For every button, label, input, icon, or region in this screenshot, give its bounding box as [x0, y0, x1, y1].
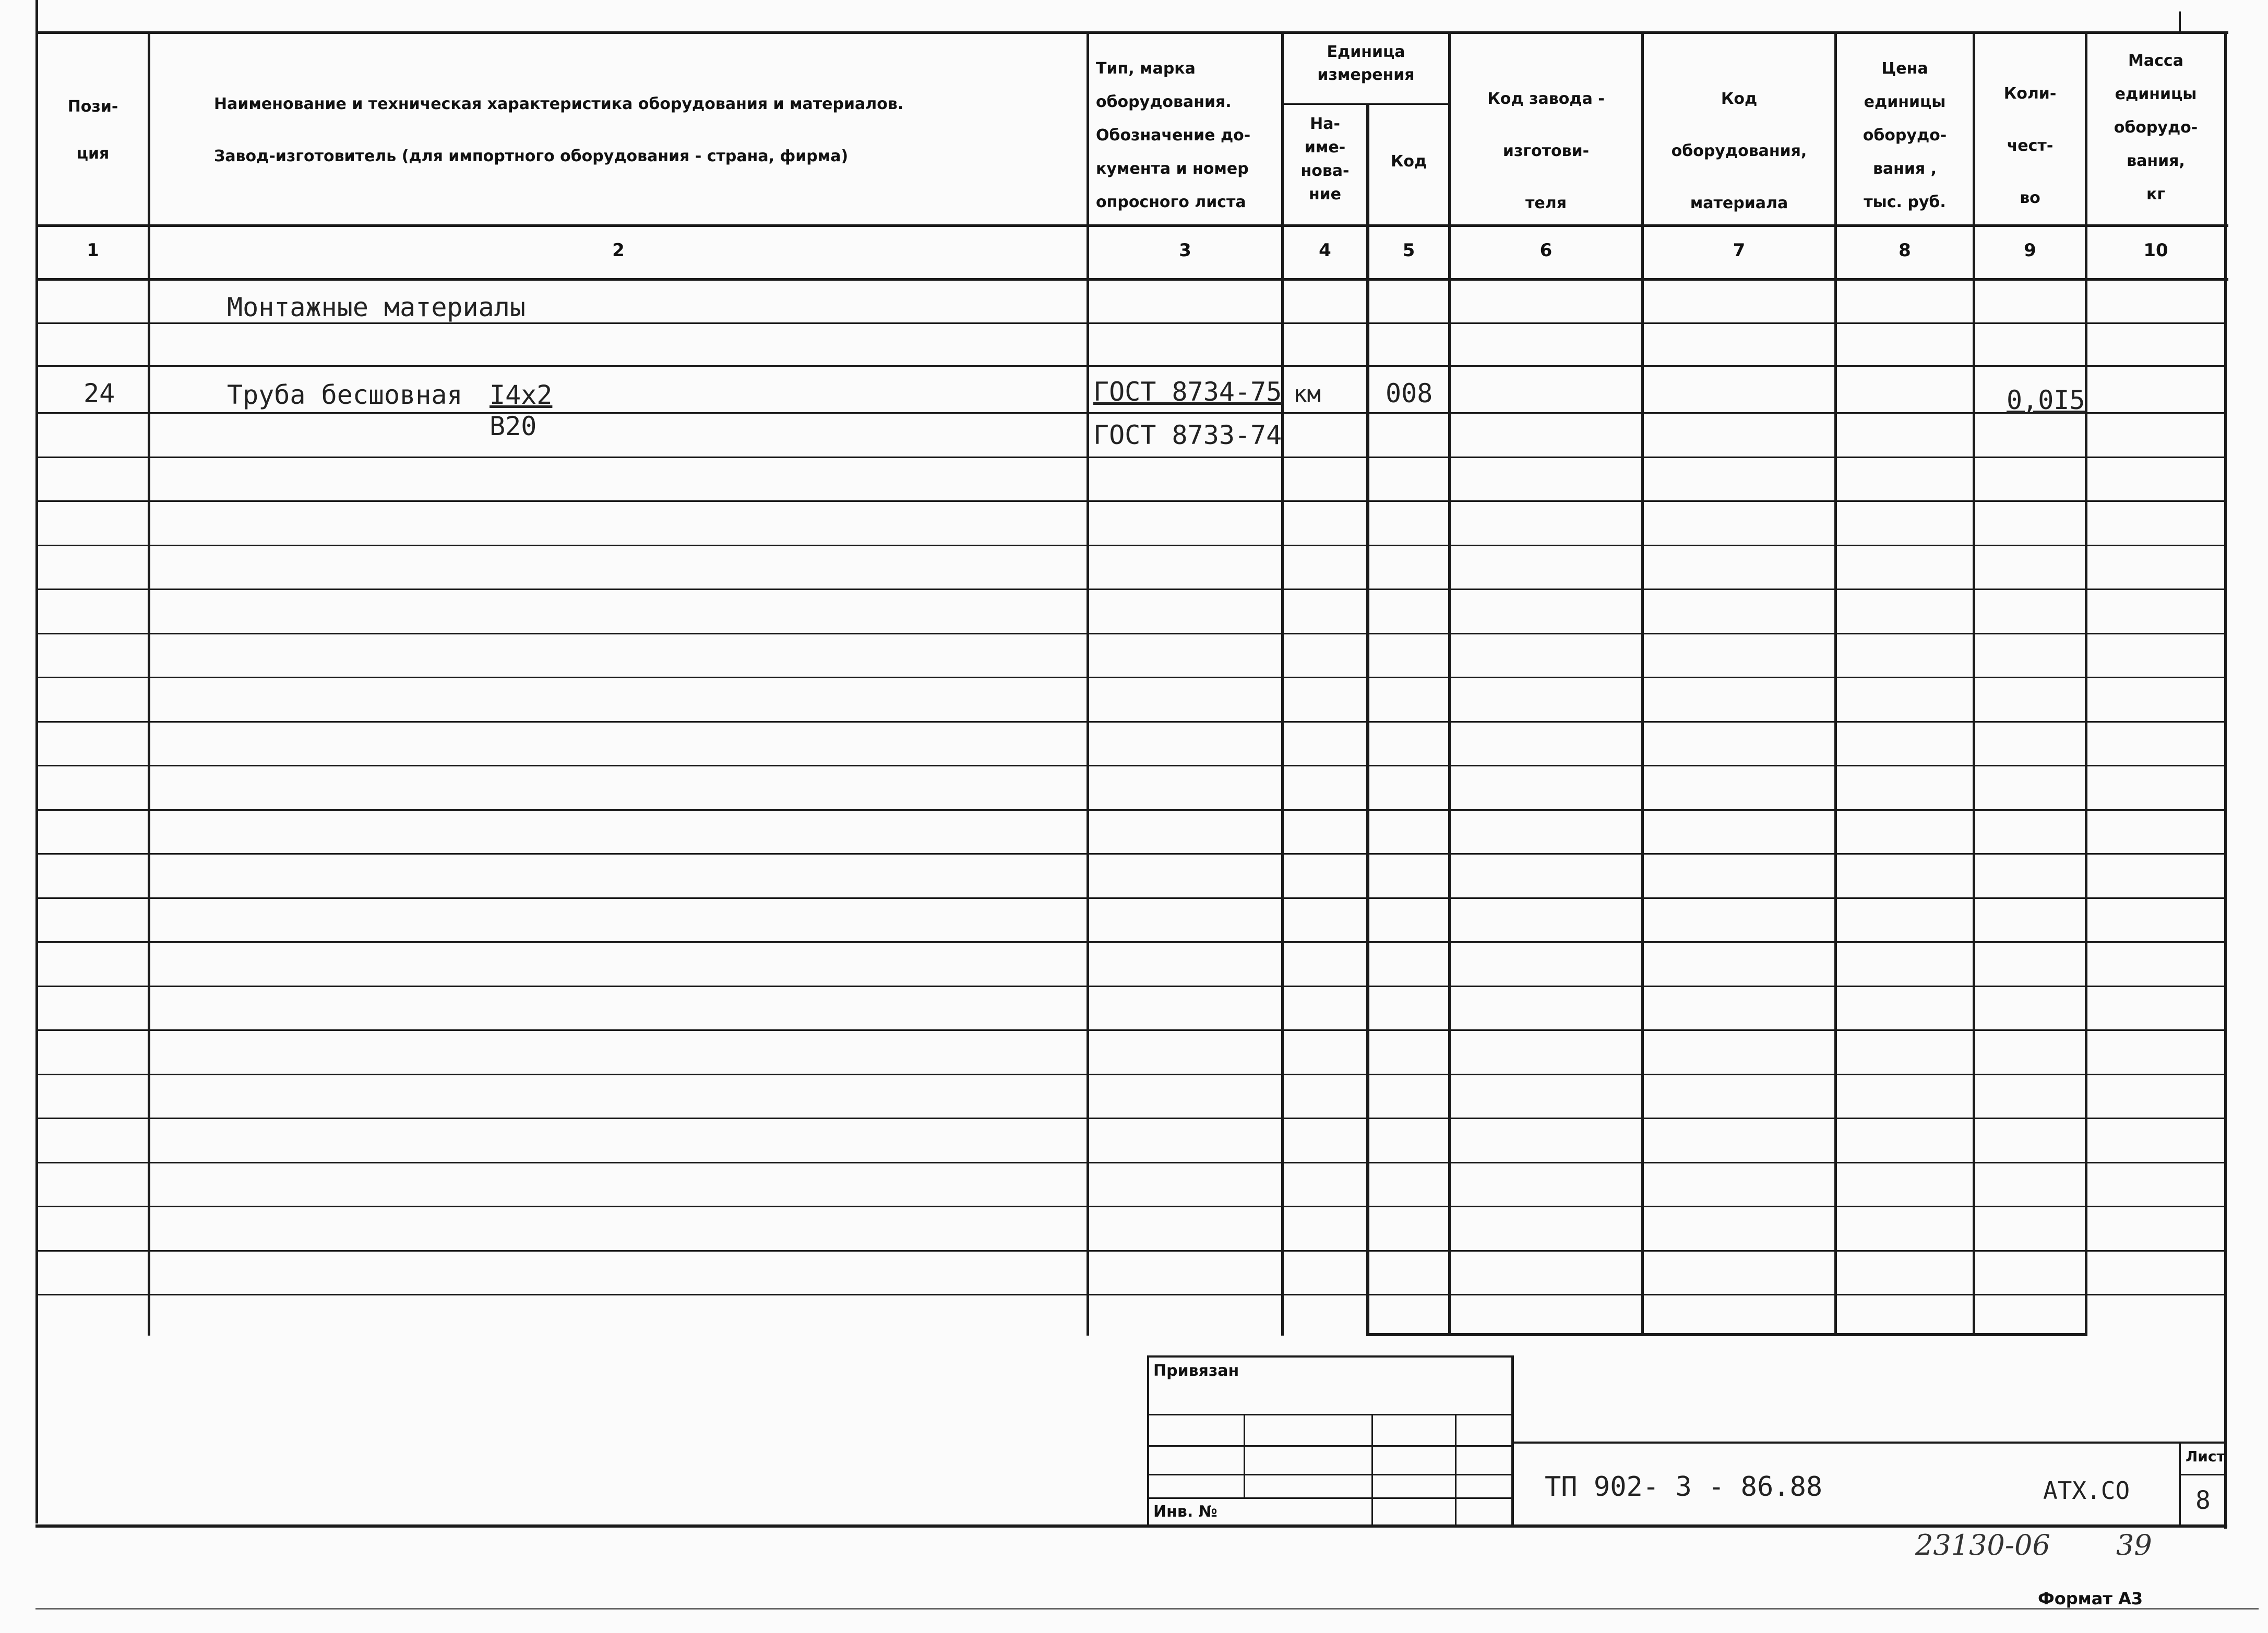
title-block-sub-2	[1371, 1414, 1373, 1526]
item-doc-1: ГОСТ 8734-75	[1093, 377, 1282, 407]
table-row-line	[37, 589, 2226, 590]
item-size: I4x2	[490, 380, 553, 410]
header-mass: Масса единицы оборудо- вания, кг	[2114, 52, 2198, 203]
header-bottom-border	[37, 224, 2228, 227]
column-number-9: 9	[2024, 240, 2036, 261]
header-unit-code: Код	[1390, 152, 1427, 171]
document-bottom-line	[35, 1524, 2227, 1528]
sheet-label: Лист	[2186, 1448, 2225, 1465]
item-quantity: 0,0I5	[2007, 385, 2085, 415]
column-number-10: 10	[2143, 240, 2168, 261]
col-divider-7	[1834, 31, 1837, 1336]
table-row-line	[37, 809, 2226, 811]
item-unit-code: 008	[1386, 378, 1433, 409]
col-divider-1	[148, 31, 150, 1336]
header-unit-name: На- име- нова- ние	[1300, 115, 1350, 203]
archive-number: 23130-06	[1915, 1529, 2050, 1562]
corner-tick	[2179, 11, 2181, 31]
table-row-line	[37, 1206, 2226, 1207]
inv-no-label: Инв. №	[1153, 1503, 1217, 1521]
table-row-line	[37, 941, 2226, 943]
title-block-sub-1	[1244, 1414, 1245, 1497]
header-name: Наименование и техническая характеристика оборудования и материалов. Завод-изготовитель (для импортного оборудования - страна, фирма)	[214, 95, 904, 165]
column-number-3: 3	[1179, 240, 1191, 261]
section-title: Монтажные материалы	[227, 292, 526, 322]
column-number-8: 8	[1899, 240, 1911, 261]
title-block-line-1	[1148, 1414, 1513, 1415]
table-row-line	[37, 500, 2226, 502]
column-number-4: 4	[1319, 240, 1331, 261]
col-divider-9	[2085, 31, 2087, 1336]
header-factory-code: Код завода - изготови- теля	[1487, 90, 1605, 212]
table-row-line	[37, 897, 2226, 899]
col-divider-4	[1366, 103, 1369, 1336]
table-row-line	[37, 457, 2226, 458]
header-quantity: Коли- чест- во	[2003, 85, 2057, 207]
designation: ТП 902- 3 - 86.88	[1545, 1471, 1823, 1503]
title-block-sub-3	[1455, 1414, 1457, 1526]
designation-top-line	[1513, 1442, 2226, 1444]
sheet-number: 8	[2195, 1486, 2211, 1515]
table-row-line	[37, 322, 2226, 324]
table-row-line	[37, 633, 2226, 634]
right-border	[2224, 31, 2227, 1529]
format-label: Формат А3	[2038, 1589, 2143, 1608]
col-divider-8	[1973, 31, 1975, 1336]
colnum-bottom-border	[37, 278, 2228, 281]
attached-label: Привязан	[1153, 1362, 1239, 1380]
table-top-border	[37, 31, 2228, 34]
col-divider-3	[1281, 31, 1284, 1336]
table-row-line	[37, 1029, 2226, 1031]
table-row-line	[37, 1162, 2226, 1163]
table-row-line	[37, 677, 2226, 678]
header-position: Пози- ция	[67, 98, 118, 163]
title-block-line-4	[1148, 1497, 1513, 1499]
table-row-line	[37, 765, 2226, 766]
column-number-7: 7	[1733, 240, 1746, 261]
item-name: Труба бесшовная	[227, 380, 463, 410]
table-bottom-border	[1366, 1333, 2087, 1336]
table-row-line	[37, 365, 2226, 367]
title-block-top	[1148, 1355, 1513, 1358]
title-block-left	[1147, 1355, 1149, 1528]
column-number-2: 2	[612, 240, 625, 261]
unit-group-divider	[1281, 103, 1448, 105]
header-unit-group: Единица измерения	[1317, 43, 1415, 84]
table-row-line	[37, 545, 2226, 546]
table-row-line	[37, 721, 2226, 723]
table-row-line	[37, 412, 2226, 414]
table-row-line	[37, 986, 2226, 987]
item-position: 24	[83, 378, 115, 409]
sheet-box-left	[2179, 1442, 2181, 1528]
sheet-label-line	[2179, 1474, 2226, 1475]
table-row-line	[37, 1294, 2226, 1295]
column-number-5: 5	[1402, 240, 1415, 261]
col-divider-2	[1087, 31, 1089, 1336]
table-row-line	[37, 1074, 2226, 1075]
table-row-line	[37, 1118, 2226, 1119]
document-code: АТХ.СО	[2043, 1476, 2130, 1505]
header-type: Тип, марка оборудования. Обозначение до- кумента и номер опросного листа	[1096, 59, 1251, 211]
item-unit: км	[1293, 381, 1321, 407]
table-row-line	[37, 1250, 2226, 1252]
header-unit-price: Цена единицы оборудо- вания , тыс. руб.	[1863, 59, 1947, 211]
column-number-1: 1	[87, 240, 99, 261]
title-block-line-3	[1148, 1474, 1513, 1475]
title-block-line-2	[1148, 1445, 1513, 1447]
page-number-stamp: 39	[2116, 1529, 2152, 1562]
footer-rule	[35, 1608, 2259, 1610]
item-doc-2: ГОСТ 8733-74	[1093, 420, 1282, 450]
column-number-6: 6	[1539, 240, 1553, 261]
header-equipment-code: Код оборудования, материала	[1671, 90, 1807, 212]
table-row-line	[37, 853, 2226, 855]
item-grade: В20	[490, 411, 537, 441]
